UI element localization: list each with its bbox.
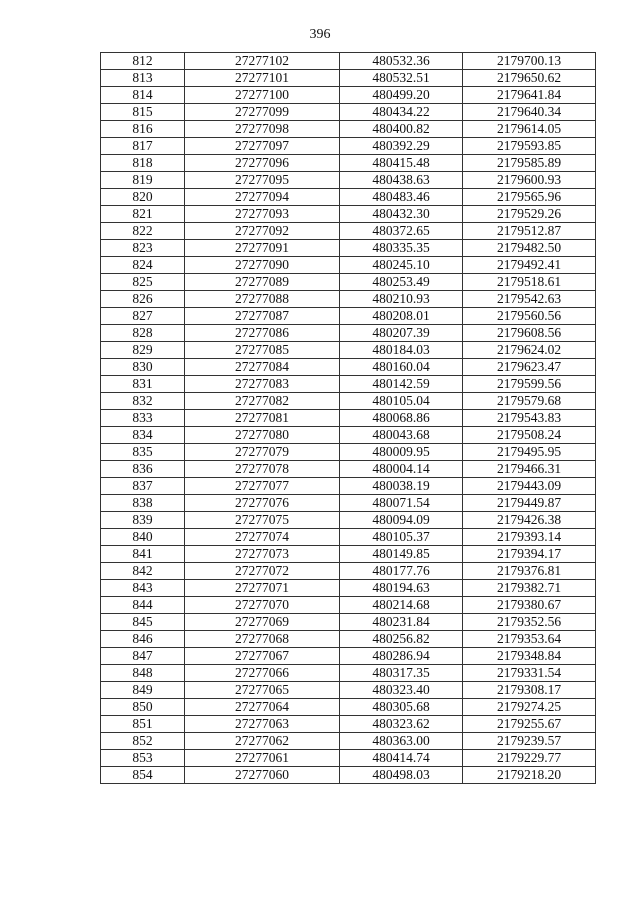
y-coordinate-cell: 2179608.56 xyxy=(463,325,596,342)
code-cell: 27277062 xyxy=(185,733,340,750)
y-coordinate-cell: 2179585.89 xyxy=(463,155,596,172)
code-cell: 27277071 xyxy=(185,580,340,597)
code-cell: 27277079 xyxy=(185,444,340,461)
table-row xyxy=(101,580,596,597)
x-coordinate-cell: 480305.68 xyxy=(340,699,463,716)
x-coordinate-cell: 480149.85 xyxy=(340,546,463,563)
table-row xyxy=(101,512,596,529)
y-coordinate-cell: 2179239.57 xyxy=(463,733,596,750)
y-coordinate-cell: 2179565.96 xyxy=(463,189,596,206)
code-cell: 27277077 xyxy=(185,478,340,495)
x-coordinate-cell: 480071.54 xyxy=(340,495,463,512)
code-cell: 27277098 xyxy=(185,121,340,138)
code-cell: 27277087 xyxy=(185,308,340,325)
y-coordinate-cell: 2179274.25 xyxy=(463,699,596,716)
y-coordinate-cell: 2179593.85 xyxy=(463,138,596,155)
table-row xyxy=(101,172,596,189)
y-coordinate-cell: 2179600.93 xyxy=(463,172,596,189)
x-coordinate-cell: 480177.76 xyxy=(340,563,463,580)
point-number-cell: 818 xyxy=(101,155,185,172)
point-number-cell: 840 xyxy=(101,529,185,546)
code-cell: 27277097 xyxy=(185,138,340,155)
x-coordinate-cell: 480415.48 xyxy=(340,155,463,172)
y-coordinate-cell: 2179650.62 xyxy=(463,70,596,87)
y-coordinate-cell: 2179614.05 xyxy=(463,121,596,138)
code-cell: 27277099 xyxy=(185,104,340,121)
y-coordinate-cell: 2179623.47 xyxy=(463,359,596,376)
point-number-cell: 846 xyxy=(101,631,185,648)
table-row xyxy=(101,614,596,631)
point-number-cell: 838 xyxy=(101,495,185,512)
code-cell: 27277088 xyxy=(185,291,340,308)
y-coordinate-cell: 2179376.81 xyxy=(463,563,596,580)
y-coordinate-cell: 2179512.87 xyxy=(463,223,596,240)
coordinates-table xyxy=(100,52,596,784)
y-coordinate-cell: 2179353.64 xyxy=(463,631,596,648)
code-cell: 27277095 xyxy=(185,172,340,189)
x-coordinate-cell: 480194.63 xyxy=(340,580,463,597)
point-number-cell: 843 xyxy=(101,580,185,597)
table-row xyxy=(101,444,596,461)
y-coordinate-cell: 2179542.63 xyxy=(463,291,596,308)
code-cell: 27277083 xyxy=(185,376,340,393)
point-number-cell: 834 xyxy=(101,427,185,444)
y-coordinate-cell: 2179380.67 xyxy=(463,597,596,614)
code-cell: 27277084 xyxy=(185,359,340,376)
y-coordinate-cell: 2179508.24 xyxy=(463,427,596,444)
table-row xyxy=(101,138,596,155)
point-number-cell: 850 xyxy=(101,699,185,716)
table-row xyxy=(101,240,596,257)
x-coordinate-cell: 480372.65 xyxy=(340,223,463,240)
point-number-cell: 820 xyxy=(101,189,185,206)
point-number-cell: 852 xyxy=(101,733,185,750)
table-row xyxy=(101,342,596,359)
code-cell: 27277081 xyxy=(185,410,340,427)
table-row xyxy=(101,597,596,614)
point-number-cell: 830 xyxy=(101,359,185,376)
table-row xyxy=(101,257,596,274)
x-coordinate-cell: 480256.82 xyxy=(340,631,463,648)
table-row xyxy=(101,308,596,325)
table-row xyxy=(101,665,596,682)
point-number-cell: 839 xyxy=(101,512,185,529)
y-coordinate-cell: 2179624.02 xyxy=(463,342,596,359)
point-number-cell: 823 xyxy=(101,240,185,257)
point-number-cell: 828 xyxy=(101,325,185,342)
x-coordinate-cell: 480043.68 xyxy=(340,427,463,444)
y-coordinate-cell: 2179331.54 xyxy=(463,665,596,682)
page-number: 396 xyxy=(309,27,331,42)
y-coordinate-cell: 2179348.84 xyxy=(463,648,596,665)
x-coordinate-cell: 480105.04 xyxy=(340,393,463,410)
point-number-cell: 837 xyxy=(101,478,185,495)
table-row xyxy=(101,682,596,699)
y-coordinate-cell: 2179560.56 xyxy=(463,308,596,325)
code-cell: 27277102 xyxy=(185,53,340,70)
code-cell: 27277067 xyxy=(185,648,340,665)
table-row xyxy=(101,648,596,665)
y-coordinate-cell: 2179449.87 xyxy=(463,495,596,512)
point-number-cell: 849 xyxy=(101,682,185,699)
table-row xyxy=(101,70,596,87)
point-number-cell: 822 xyxy=(101,223,185,240)
x-coordinate-cell: 480323.40 xyxy=(340,682,463,699)
code-cell: 27277074 xyxy=(185,529,340,546)
x-coordinate-cell: 480323.62 xyxy=(340,716,463,733)
code-cell: 27277073 xyxy=(185,546,340,563)
table-row xyxy=(101,410,596,427)
y-coordinate-cell: 2179229.77 xyxy=(463,750,596,767)
x-coordinate-cell: 480253.49 xyxy=(340,274,463,291)
table-row xyxy=(101,546,596,563)
code-cell: 27277101 xyxy=(185,70,340,87)
y-coordinate-cell: 2179218.20 xyxy=(463,767,596,784)
point-number-cell: 851 xyxy=(101,716,185,733)
code-cell: 27277064 xyxy=(185,699,340,716)
code-cell: 27277066 xyxy=(185,665,340,682)
point-number-cell: 848 xyxy=(101,665,185,682)
x-coordinate-cell: 480105.37 xyxy=(340,529,463,546)
table-row xyxy=(101,121,596,138)
point-number-cell: 831 xyxy=(101,376,185,393)
point-number-cell: 833 xyxy=(101,410,185,427)
point-number-cell: 836 xyxy=(101,461,185,478)
x-coordinate-cell: 480068.86 xyxy=(340,410,463,427)
x-coordinate-cell: 480009.95 xyxy=(340,444,463,461)
code-cell: 27277069 xyxy=(185,614,340,631)
x-coordinate-cell: 480160.04 xyxy=(340,359,463,376)
y-coordinate-cell: 2179482.50 xyxy=(463,240,596,257)
point-number-cell: 814 xyxy=(101,87,185,104)
code-cell: 27277092 xyxy=(185,223,340,240)
x-coordinate-cell: 480434.22 xyxy=(340,104,463,121)
point-number-cell: 835 xyxy=(101,444,185,461)
x-coordinate-cell: 480214.68 xyxy=(340,597,463,614)
point-number-cell: 825 xyxy=(101,274,185,291)
point-number-cell: 841 xyxy=(101,546,185,563)
y-coordinate-cell: 2179518.61 xyxy=(463,274,596,291)
point-number-cell: 832 xyxy=(101,393,185,410)
y-coordinate-cell: 2179599.56 xyxy=(463,376,596,393)
code-cell: 27277091 xyxy=(185,240,340,257)
point-number-cell: 816 xyxy=(101,121,185,138)
x-coordinate-cell: 480094.09 xyxy=(340,512,463,529)
point-number-cell: 842 xyxy=(101,563,185,580)
x-coordinate-cell: 480532.51 xyxy=(340,70,463,87)
y-coordinate-cell: 2179641.84 xyxy=(463,87,596,104)
x-coordinate-cell: 480231.84 xyxy=(340,614,463,631)
x-coordinate-cell: 480286.94 xyxy=(340,648,463,665)
y-coordinate-cell: 2179640.34 xyxy=(463,104,596,121)
y-coordinate-cell: 2179492.41 xyxy=(463,257,596,274)
code-cell: 27277086 xyxy=(185,325,340,342)
table-row xyxy=(101,291,596,308)
y-coordinate-cell: 2179466.31 xyxy=(463,461,596,478)
table-row xyxy=(101,223,596,240)
code-cell: 27277100 xyxy=(185,87,340,104)
table-row xyxy=(101,699,596,716)
code-cell: 27277068 xyxy=(185,631,340,648)
table-row xyxy=(101,529,596,546)
y-coordinate-cell: 2179443.09 xyxy=(463,478,596,495)
x-coordinate-cell: 480392.29 xyxy=(340,138,463,155)
y-coordinate-cell: 2179255.67 xyxy=(463,716,596,733)
x-coordinate-cell: 480004.14 xyxy=(340,461,463,478)
table-row xyxy=(101,206,596,223)
point-number-cell: 824 xyxy=(101,257,185,274)
x-coordinate-cell: 480438.63 xyxy=(340,172,463,189)
table-row xyxy=(101,393,596,410)
x-coordinate-cell: 480483.46 xyxy=(340,189,463,206)
code-cell: 27277060 xyxy=(185,767,340,784)
x-coordinate-cell: 480499.20 xyxy=(340,87,463,104)
table-row xyxy=(101,155,596,172)
y-coordinate-cell: 2179308.17 xyxy=(463,682,596,699)
point-number-cell: 847 xyxy=(101,648,185,665)
y-coordinate-cell: 2179352.56 xyxy=(463,614,596,631)
table-row xyxy=(101,87,596,104)
code-cell: 27277061 xyxy=(185,750,340,767)
code-cell: 27277070 xyxy=(185,597,340,614)
y-coordinate-cell: 2179426.38 xyxy=(463,512,596,529)
table-row xyxy=(101,478,596,495)
code-cell: 27277094 xyxy=(185,189,340,206)
point-number-cell: 813 xyxy=(101,70,185,87)
y-coordinate-cell: 2179382.71 xyxy=(463,580,596,597)
point-number-cell: 854 xyxy=(101,767,185,784)
x-coordinate-cell: 480432.30 xyxy=(340,206,463,223)
x-coordinate-cell: 480498.03 xyxy=(340,767,463,784)
x-coordinate-cell: 480414.74 xyxy=(340,750,463,767)
point-number-cell: 845 xyxy=(101,614,185,631)
table-row xyxy=(101,274,596,291)
point-number-cell: 817 xyxy=(101,138,185,155)
y-coordinate-cell: 2179529.26 xyxy=(463,206,596,223)
code-cell: 27277093 xyxy=(185,206,340,223)
code-cell: 27277075 xyxy=(185,512,340,529)
x-coordinate-cell: 480317.35 xyxy=(340,665,463,682)
code-cell: 27277096 xyxy=(185,155,340,172)
code-cell: 27277063 xyxy=(185,716,340,733)
table-row xyxy=(101,376,596,393)
y-coordinate-cell: 2179394.17 xyxy=(463,546,596,563)
table-row xyxy=(101,495,596,512)
table-row xyxy=(101,427,596,444)
code-cell: 27277065 xyxy=(185,682,340,699)
code-cell: 27277082 xyxy=(185,393,340,410)
code-cell: 27277085 xyxy=(185,342,340,359)
point-number-cell: 815 xyxy=(101,104,185,121)
code-cell: 27277072 xyxy=(185,563,340,580)
y-coordinate-cell: 2179543.83 xyxy=(463,410,596,427)
y-coordinate-cell: 2179495.95 xyxy=(463,444,596,461)
code-cell: 27277090 xyxy=(185,257,340,274)
table-row xyxy=(101,53,596,70)
x-coordinate-cell: 480207.39 xyxy=(340,325,463,342)
x-coordinate-cell: 480210.93 xyxy=(340,291,463,308)
table-row xyxy=(101,767,596,784)
table-row xyxy=(101,104,596,121)
point-number-cell: 853 xyxy=(101,750,185,767)
table-row xyxy=(101,733,596,750)
x-coordinate-cell: 480400.82 xyxy=(340,121,463,138)
x-coordinate-cell: 480208.01 xyxy=(340,308,463,325)
x-coordinate-cell: 480363.00 xyxy=(340,733,463,750)
code-cell: 27277080 xyxy=(185,427,340,444)
table-row xyxy=(101,325,596,342)
point-number-cell: 826 xyxy=(101,291,185,308)
point-number-cell: 812 xyxy=(101,53,185,70)
y-coordinate-cell: 2179393.14 xyxy=(463,529,596,546)
point-number-cell: 829 xyxy=(101,342,185,359)
point-number-cell: 827 xyxy=(101,308,185,325)
x-coordinate-cell: 480142.59 xyxy=(340,376,463,393)
code-cell: 27277076 xyxy=(185,495,340,512)
table-row xyxy=(101,359,596,376)
code-cell: 27277078 xyxy=(185,461,340,478)
table-row xyxy=(101,461,596,478)
point-number-cell: 844 xyxy=(101,597,185,614)
y-coordinate-cell: 2179579.68 xyxy=(463,393,596,410)
x-coordinate-cell: 480038.19 xyxy=(340,478,463,495)
table-row xyxy=(101,189,596,206)
table-body xyxy=(101,53,596,784)
code-cell: 27277089 xyxy=(185,274,340,291)
table-row xyxy=(101,750,596,767)
x-coordinate-cell: 480184.03 xyxy=(340,342,463,359)
point-number-cell: 821 xyxy=(101,206,185,223)
point-number-cell: 819 xyxy=(101,172,185,189)
x-coordinate-cell: 480335.35 xyxy=(340,240,463,257)
x-coordinate-cell: 480532.36 xyxy=(340,53,463,70)
y-coordinate-cell: 2179700.13 xyxy=(463,53,596,70)
x-coordinate-cell: 480245.10 xyxy=(340,257,463,274)
table-row xyxy=(101,631,596,648)
table-row xyxy=(101,563,596,580)
table-row xyxy=(101,716,596,733)
